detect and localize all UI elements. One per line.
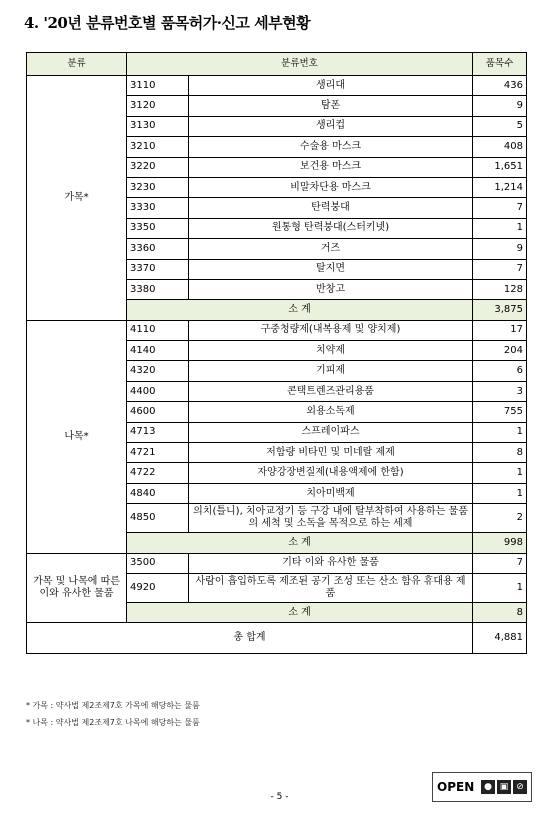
person-icon: ● (481, 780, 495, 794)
count-cell: 2 (473, 504, 527, 533)
count-cell: 9 (473, 239, 527, 259)
subtotal-label: 소 계 (127, 533, 473, 553)
count-cell: 408 (473, 137, 527, 157)
count-cell: 9 (473, 96, 527, 116)
item-cell: 반창고 (189, 279, 473, 299)
header-count: 품목수 (473, 53, 527, 76)
count-cell: 1 (473, 463, 527, 483)
count-cell: 1 (473, 218, 527, 238)
count-cell: 1 (473, 422, 527, 442)
count-cell: 7 (473, 553, 527, 573)
footnote-b: * 나목 : 약사법 제2조제7호 나목에 해당하는 물품 (26, 718, 200, 727)
count-cell: 7 (473, 259, 527, 279)
code-cell: 3380 (127, 279, 189, 299)
code-cell: 3360 (127, 239, 189, 259)
code-cell: 4721 (127, 443, 189, 463)
count-cell: 755 (473, 402, 527, 422)
item-cell: 스프레이파스 (189, 422, 473, 442)
subtotal-value: 998 (473, 533, 527, 553)
item-cell: 원통형 탄력붕대(스터키넷) (189, 218, 473, 238)
count-cell: 1 (473, 483, 527, 503)
count-cell: 17 (473, 320, 527, 340)
count-cell: 1,214 (473, 177, 527, 197)
code-cell: 4722 (127, 463, 189, 483)
count-cell: 1 (473, 573, 527, 602)
copy-icon: ▣ (497, 780, 511, 794)
count-cell: 6 (473, 361, 527, 381)
item-cell: 콘택트렌즈관리용품 (189, 381, 473, 401)
header-code: 분류번호 (127, 53, 473, 76)
code-cell: 4850 (127, 504, 189, 533)
code-cell: 3120 (127, 96, 189, 116)
item-cell: 거즈 (189, 239, 473, 259)
item-cell: 의치(틀니), 치아교정기 등 구강 내에 탈부착하여 사용하는 물품의 세척 및 소독을 목적으로 하는 세제 (189, 504, 473, 533)
item-cell: 자양강장변질제(내용액제에 한함) (189, 463, 473, 483)
item-cell: 치아미백제 (189, 483, 473, 503)
count-cell: 128 (473, 279, 527, 299)
code-cell: 3370 (127, 259, 189, 279)
code-cell: 3210 (127, 137, 189, 157)
footnote-a: * 가목 : 약사법 제2조제7호 가목에 해당하는 물품 (26, 701, 200, 710)
code-cell: 4110 (127, 320, 189, 340)
code-cell: 3230 (127, 177, 189, 197)
category-cell: 가목 및 나목에 따른 이와 유사한 물품 (27, 553, 127, 623)
item-cell: 치약제 (189, 341, 473, 361)
count-cell: 7 (473, 198, 527, 218)
no-change-icon: ⊘ (513, 780, 527, 794)
count-cell: 8 (473, 443, 527, 463)
category-cell: 가목* (27, 76, 127, 321)
code-cell: 3500 (127, 553, 189, 573)
code-cell: 4840 (127, 483, 189, 503)
code-cell: 4600 (127, 402, 189, 422)
grand-total-value: 4,881 (473, 623, 527, 654)
detail-table (26, 52, 527, 654)
subtotal-value: 3,875 (473, 300, 527, 320)
count-cell: 3 (473, 381, 527, 401)
count-cell: 204 (473, 341, 527, 361)
item-cell: 기타 이와 유사한 물품 (189, 553, 473, 573)
item-cell: 기피제 (189, 361, 473, 381)
subtotal-value: 8 (473, 602, 527, 622)
code-cell: 3130 (127, 116, 189, 136)
item-cell: 탐폰 (189, 96, 473, 116)
count-cell: 5 (473, 116, 527, 136)
table-row (27, 553, 527, 573)
grand-total-label: 총 합계 (27, 623, 473, 654)
header-category: 분류 (27, 53, 127, 76)
item-cell: 탄력붕대 (189, 198, 473, 218)
subtotal-label: 소 계 (127, 300, 473, 320)
page-number: - 5 - (270, 792, 289, 802)
code-cell: 4920 (127, 573, 189, 602)
page-title: 4. '20년 분류번호별 품목허가·신고 세부현황 (24, 14, 311, 32)
item-cell: 보건용 마스크 (189, 157, 473, 177)
code-cell: 3350 (127, 218, 189, 238)
count-cell: 1,651 (473, 157, 527, 177)
code-cell: 3220 (127, 157, 189, 177)
code-cell: 4320 (127, 361, 189, 381)
table-row (27, 320, 527, 340)
item-cell: 구중청량제(내복용제 및 양치제) (189, 320, 473, 340)
code-cell: 4400 (127, 381, 189, 401)
item-cell: 외용소독제 (189, 402, 473, 422)
item-cell: 탈지면 (189, 259, 473, 279)
code-cell: 3330 (127, 198, 189, 218)
code-cell: 3110 (127, 76, 189, 96)
item-cell: 비말차단용 마스크 (189, 177, 473, 197)
subtotal-label: 소 계 (127, 602, 473, 622)
code-cell: 4140 (127, 341, 189, 361)
header-row (27, 53, 527, 76)
category-cell: 나목* (27, 320, 127, 553)
table-row (27, 76, 527, 96)
item-cell: 생리대 (189, 76, 473, 96)
item-cell: 저함량 비타민 및 미네랄 제제 (189, 443, 473, 463)
item-cell: 생리컵 (189, 116, 473, 136)
open-badge-word: OPEN (437, 780, 475, 794)
code-cell: 4713 (127, 422, 189, 442)
item-cell: 사람이 흡입하도록 제조된 공기 조성 또는 산소 함유 휴대용 제품 (189, 573, 473, 602)
count-cell: 436 (473, 76, 527, 96)
item-cell: 수술용 마스크 (189, 137, 473, 157)
grand-total-row (27, 623, 527, 654)
